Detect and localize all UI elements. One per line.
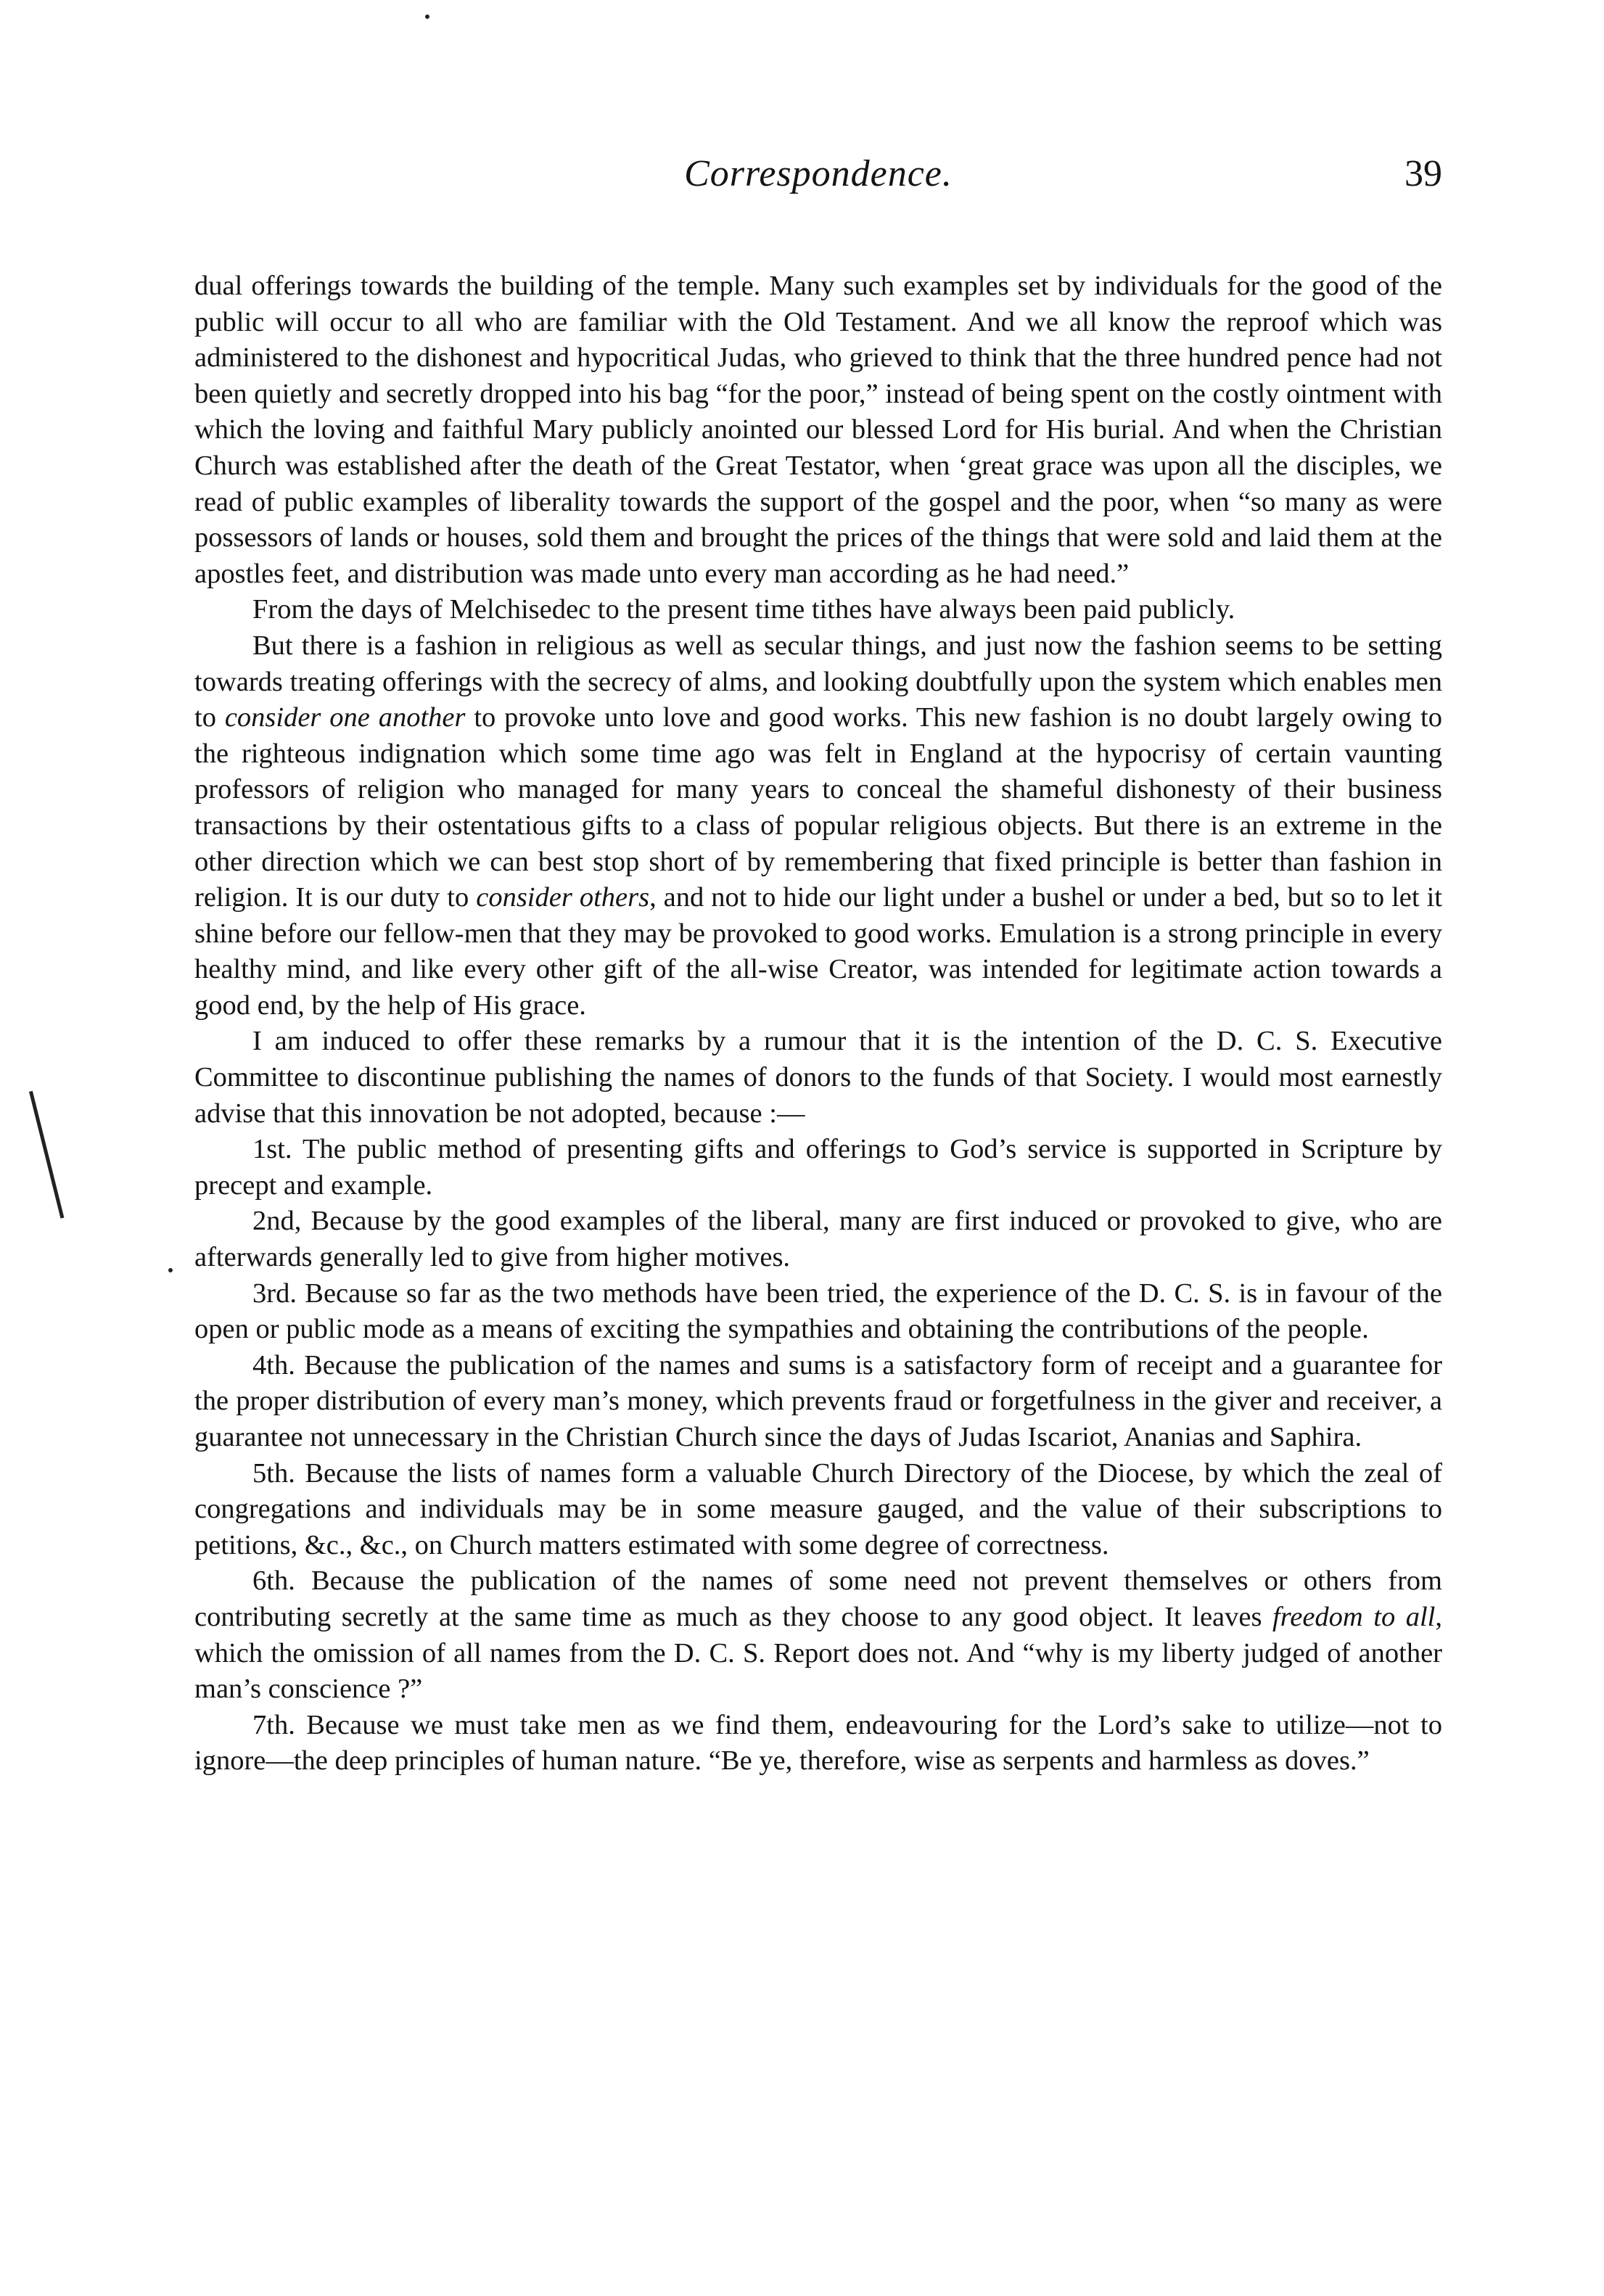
paragraph-4: I am induced to offer these remarks by a rumour that it is the intention of the D. C. S. Executive Committee to discontinue publishing the names of donors to the funds of that Society. I would most earnestly advise that this innovation be not adopted, because :—	[194, 1026, 1442, 1129]
emphasis-freedom-to-all: freedom to all	[1272, 1601, 1436, 1632]
reason-2: 2nd, Because by the good examples of the liberal, many are first induced or provoked to give, who are afterwards generally led to give from higher motives.	[194, 1206, 1442, 1273]
reason-6-text-b: , which the omission of all names from the D. C. S. Report does not. And “why is my liberty judged of another man’s conscience ?”	[194, 1601, 1442, 1705]
reason-1: 1st. The public method of presenting gifts and offerings to God’s service is supported in Scripture by precept and example.	[194, 1134, 1442, 1201]
page-header	[194, 152, 1442, 203]
reason-5: 5th. Because the lists of names form a valuable Church Directory of the Diocese, by which the zeal of congregations and individuals may be in some measure gauged, and the value of their subscriptions to petitions, &c., &c., on Church matters estimated with some degree of correctness.	[194, 1457, 1442, 1560]
reason-7: 7th. Because we must take men as we find them, endeavouring for the Lord’s sake to utilize—not to ignore—the deep principles of human nature. “Be ye, therefore, wise as serpents and harmless as doves.”	[194, 1709, 1442, 1777]
paragraph-3-text-c: , and not to hide our light under a bushel or under a bed, but so to let it shine before our fellow-men that they may be provoked to good works. Emulation is a strong principle in every healthy mind, and like every other gift of the all-wise Creator, was intended for legitimate action towards a good end, by the help of His grace.	[194, 882, 1442, 1021]
paragraph-3	[194, 628, 1442, 1024]
emphasis-consider-one-another: consider one another	[224, 702, 466, 733]
paragraph-1: dual offerings towards the building of the temple. Many such examples set by individuals for the good of the public will occur to all who are familiar with the Old Testament. And we all know the reproof which was administered to the dishonest and hypocritical Judas, who grieved to think that the three hundred pence had not been quietly and secretly dropped into his bag “for the poor,” instead of being spent on the costly ointment with which the loving and faithful Mary publicly anointed our blessed Lord for His burial. And when the Christian Church was established after the death of the Great Testator, when ‘great grace was upon all the disciples, we read of public examples of liberality towards the support of the gospel and the poor, when “so many as were possessors of lands or houses, sold them and brought the prices of the things that were sold and laid them at the apostles feet, and distribution was made unto every man according as he had need.”	[194, 271, 1442, 589]
margin-dot-top	[425, 15, 429, 19]
paragraph-2: From the days of Melchisedec to the present time tithes have always been paid publicly.	[252, 594, 1235, 625]
emphasis-consider-others: consider others	[476, 882, 650, 913]
margin-dot-left	[168, 1268, 173, 1272]
reason-3: 3rd. Because so far as the two methods have been tried, the experience of the D. C. S. is in favour of the open or public mode as a means of exciting the sympathies and obtaining the contributions of the people.	[194, 1277, 1442, 1345]
reason-4: 4th. Because the publication of the names and sums is a satisfactory form of receipt and a guarantee for the proper distribution of every man’s money, which prevents fraud or forgetfulness in the giver and receiver, a guarantee not unnecessary in the Christian Church since the days of Judas Iscariot, Ananias and Saphira.	[194, 1349, 1442, 1452]
paragraph-3-text-a: But there is a fashion in religious as well as secular things, and just now the fashion seems to be setting towards treating offerings with the secrecy of alms, and looking doubtfully upon the system which enables men to	[194, 630, 1442, 733]
reason-6	[194, 1563, 1442, 1707]
reason-6-text-a: 6th. Because the publication of the names of some need not prevent themselves or others from contributing secretly at the same time as much as they choose to any good object. It leaves	[194, 1565, 1442, 1632]
running-title: Correspondence.	[684, 153, 953, 194]
article-body	[194, 268, 1442, 1779]
margin-pen-stroke	[29, 1091, 64, 1219]
paragraph-3-text-b: to provoke unto love and good works. This new fashion is no doubt largely owing to the righteous indignation which some time ago was felt in England at the hypocrisy of certain vaunting professors of religion who managed for many years to conceal the shameful dishonesty of their business transactions by their ostentatious gifts to a class of popular religious objects. But there is an extreme in the other direction which we can best stop short of by remembering that fixed principle is better than fashion in religion. It is our duty to	[194, 702, 1442, 913]
page-number: 39	[1404, 153, 1442, 194]
